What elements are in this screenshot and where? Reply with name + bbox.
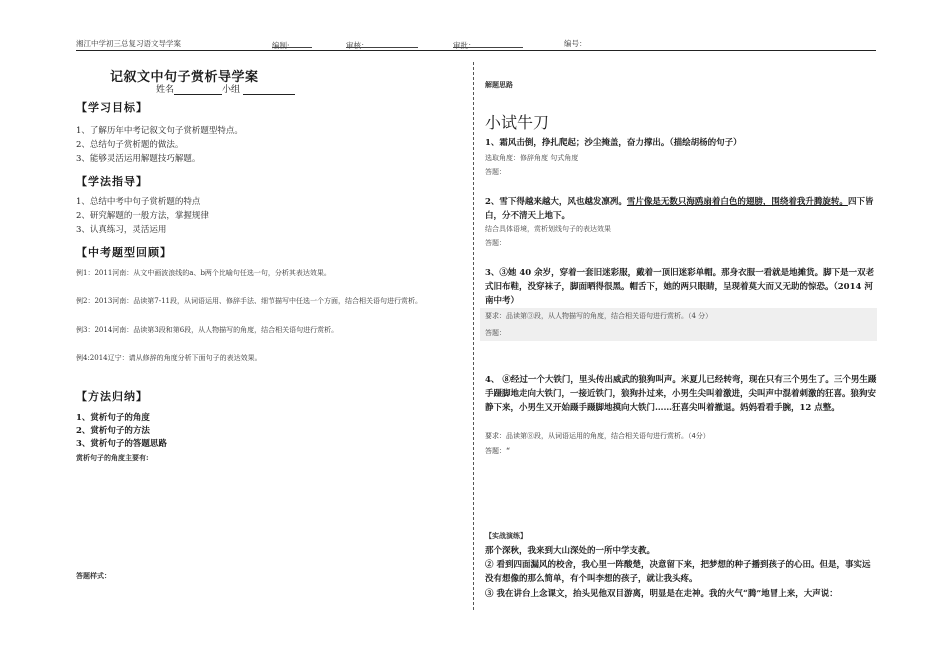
question-1-hint: 选取角度：修辞角度 句式角度 <box>485 154 579 162</box>
practice-title: 小试牛刀 <box>485 113 550 132</box>
name-field[interactable] <box>174 86 222 95</box>
question-3-requirement: 要求：品读第③段，从人物描写的角度，结合相关语句进行赏析。（4 分） <box>485 312 713 320</box>
method-item: 1、总结中考中句子赏析题的特点 <box>76 197 201 207</box>
question-2-hint: 结合具体语境，赏析划线句子的表达效果 <box>485 225 611 233</box>
q2-underlined-sentence: 雪片像是无数只海鸥扇着白色的翅膀，围绕着我升腾旋转。 <box>626 197 848 207</box>
editor-line[interactable] <box>272 40 312 48</box>
drill-paragraph: ② 看到四面漏风的校舍，我心里一阵酸楚，决意留下来，把梦想的种子播到孩子的心田。但是，事实远没有想像的那么简单，有个叫李想的孩子，就让我头疼。 <box>485 560 871 584</box>
page-title: 记叙文中句子赏析导学案 <box>110 70 259 85</box>
method-item: 2、研究解题的一般方法，掌握规律 <box>76 211 209 221</box>
editor-text: 编制: <box>272 41 290 50</box>
approach-label: 解题思路 <box>485 80 513 89</box>
question-1: 1、霜风击倒，挣扎爬起；沙尘掩盖，奋力撑出。（描绘胡杨的句子） <box>485 138 742 148</box>
summary-item: 3、赏析句子的答题思路 <box>76 439 167 449</box>
methods-heading: 【学法指导】 <box>76 175 148 188</box>
method-item: 3、认真练习，灵活运用 <box>76 225 167 235</box>
number-label: 编号： <box>564 39 587 48</box>
school-name: 湘江中学初三总复习语文导学案 <box>76 39 181 48</box>
question-4-requirement: 要求：品读第⑧段，从词语运用的角度，结合相关语句进行赏析。（4分） <box>485 432 710 440</box>
name-label: 姓名 <box>156 85 175 95</box>
question-2 <box>485 195 877 223</box>
goal-item: 1、了解历年中考记叙文句子赏析题型特点。 <box>76 126 243 136</box>
reviewer-line[interactable] <box>346 40 418 48</box>
summary-item: 2、赏析句子的方法 <box>76 426 150 436</box>
question-3: 3、③她 40 余岁，穿着一套旧迷彩服，戴着一顶旧迷彩单帽。那身衣服一看就是地摊货。脚下是一双老式旧布鞋，没穿袜子，脚面晒得很黑。帽舌下，她的两只眼睛，呈现着莫大而又无助的惊恐。（2014 河南中考） <box>485 268 875 306</box>
answer-style-label: 答题样式： <box>76 571 111 580</box>
name-group-row <box>156 82 295 95</box>
goal-item: 2、总结句子赏析题的做法。 <box>76 140 184 150</box>
goals-heading: 【学习目标】 <box>76 101 148 114</box>
drill-heading: 【实战演练】 <box>485 532 527 540</box>
summary-heading: 【方法归纳】 <box>76 390 148 403</box>
approver-line[interactable] <box>453 40 523 48</box>
q2-text-end: 四下皆白，分不清天上地下。 <box>485 197 874 221</box>
drill-paragraph: ③ 我在讲台上念课文，抬头见他双目游离，明显是在走神。我的火气“腾”地冒上来，大声说： <box>485 589 838 599</box>
question-4-answer[interactable]: 答题：“ <box>485 447 511 455</box>
review-example: 例4:2014辽宁：请从修辞的角度分析下面句子的表达效果。 <box>76 354 262 362</box>
summary-item: 1、赏析句子的角度 <box>76 413 150 423</box>
review-example: 例2：2013河南：品读第7-11段，从词语运用、修辞手法、细节描写中任选一个方面，结合相关语句进行赏析。 <box>76 297 422 305</box>
page-header <box>76 36 876 50</box>
review-heading: 【中考题型回顾】 <box>76 246 172 259</box>
q2-text: 2、雪下得越来越大，风也越发凛冽。 <box>485 197 627 207</box>
review-example: 例1：2011河南：从文中画波浪线的a、b两个比喻句任选一句，分析其表达效果。 <box>76 269 331 277</box>
group-label: 小组 <box>222 85 241 95</box>
question-1-answer[interactable]: 答题： <box>485 168 506 176</box>
goal-item: 3、能够灵活运用解题技巧解题。 <box>76 154 201 164</box>
column-divider <box>473 62 474 610</box>
question-4: 4、 ⑧经过一个大铁门，里头传出威武的狼狗叫声。米夏儿已经转弯，现在只有三个男生了。三个男生蹑手蹑脚地走向大铁门，一接近铁门，狼狗扑过来，小男生尖叫着激进，尖叫声中混着刺激的狂喜。狼狗安静下来，小男生又开始蹑手蹑脚地摸向大铁门……狂喜尖叫着撤退。妈妈看看手腕，12 点整。 <box>485 375 877 413</box>
header-rule <box>76 50 876 51</box>
summary-note: 赏析句子的角度主要有: <box>76 453 149 462</box>
approver-text: 审批： <box>453 41 476 50</box>
drill-paragraph: 那个深秋，我来到大山深处的一所中学支教。 <box>485 546 656 556</box>
question-2-answer[interactable]: 答题： <box>485 239 506 247</box>
question-3-answer[interactable]: 答题： <box>485 329 506 337</box>
reviewer-text: 审核： <box>346 41 369 50</box>
group-field[interactable] <box>243 86 295 95</box>
review-example: 例3：2014河南：品读第3段和第6段，从人物描写的角度，结合相关语句进行赏析。 <box>76 326 339 334</box>
